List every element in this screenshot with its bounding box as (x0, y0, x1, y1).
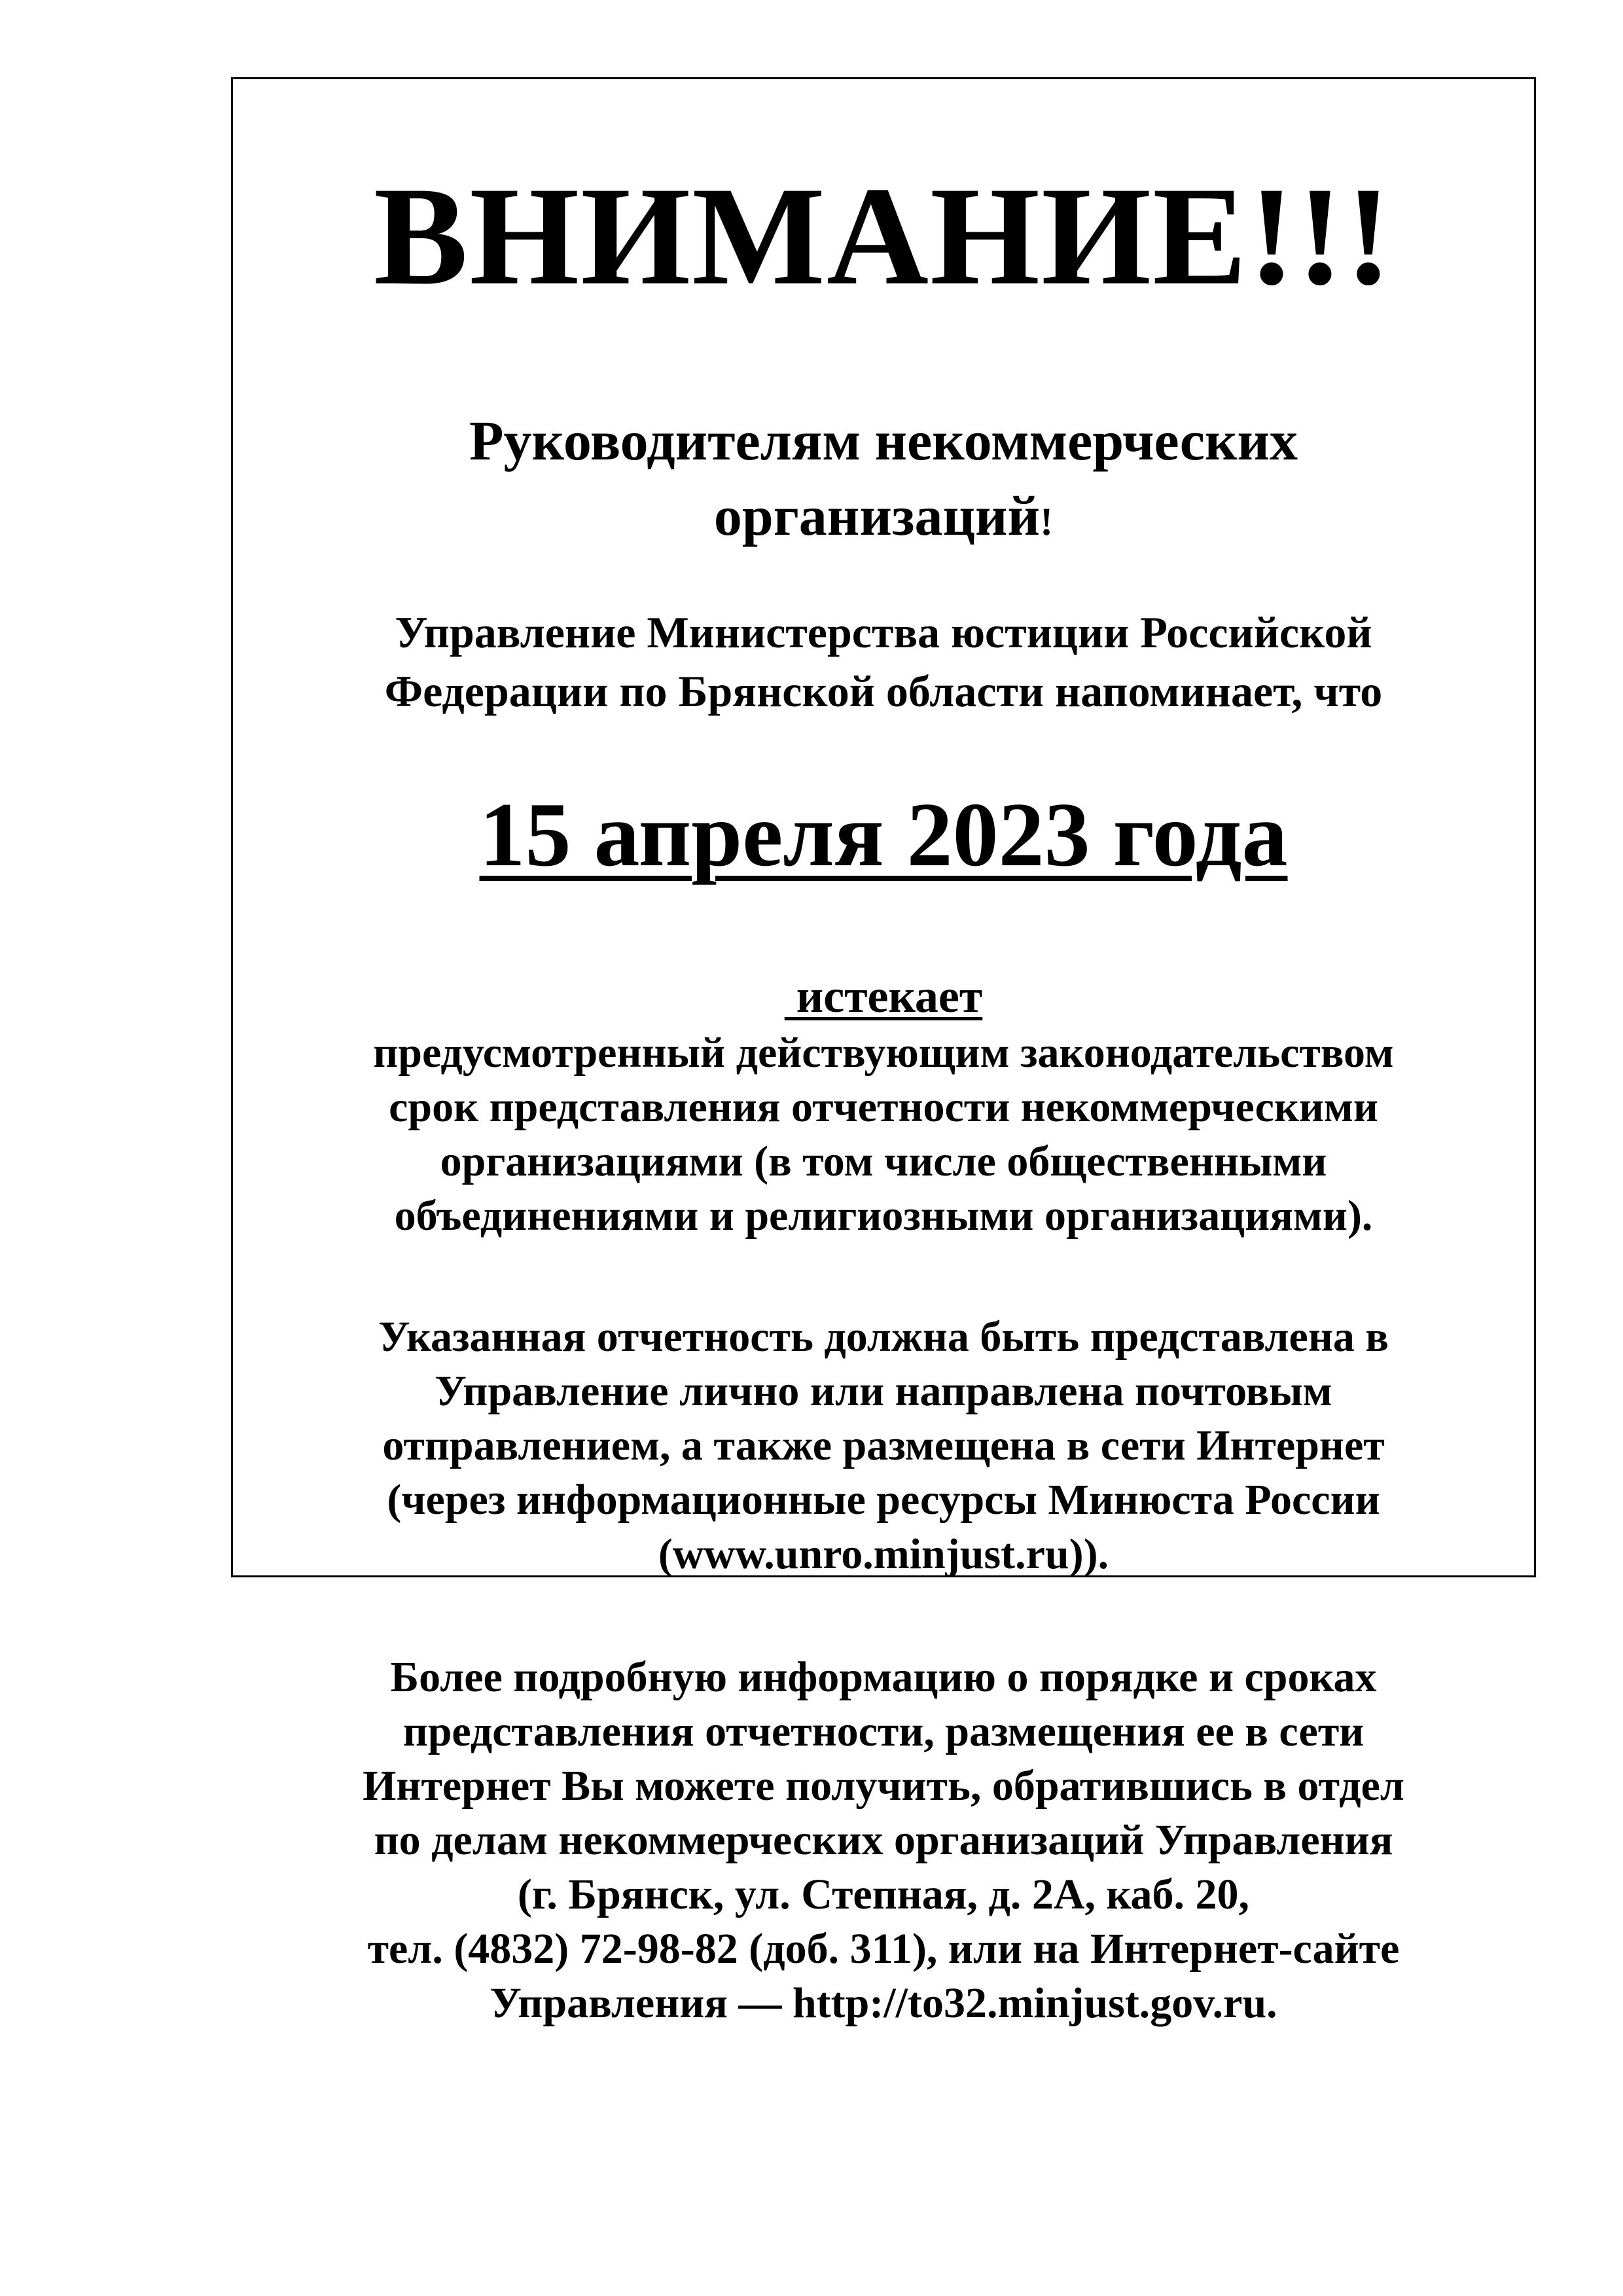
deadline-date: 15 апреля 2023 года (479, 784, 1288, 886)
phone-line: тел. (4832) 72-98-82 (доб. 311), или на Интернет-сайте (367, 1925, 1400, 1973)
notice-headline: ВНИМАНИЕ!!! (374, 158, 1393, 314)
paragraph-line: Указанная отчетность должна быть представлена в (378, 1313, 1389, 1361)
paragraph-line: по делам некоммерческих организаций Управления (374, 1816, 1393, 1864)
address-line: (г. Брянск, ул. Степная, д. 2А, каб. 20, (517, 1871, 1250, 1918)
website-line: Управления — http://to32.minjust.gov.ru. (490, 1979, 1277, 2027)
paragraph-line: объединениями и религиозными организациями). (394, 1192, 1373, 1240)
paragraph-line-url: (www.unro.minjust.ru)). (658, 1530, 1109, 1578)
intro-line-1: Управление Министерства юстиции Российской (395, 607, 1372, 657)
paragraph-line: отправлением, а также размещена в сети Интернет (382, 1422, 1385, 1469)
paragraph-reporting-deadline (233, 1026, 1534, 1243)
subtitle-line-2-text: организаций (713, 484, 1041, 547)
paragraph-line: Более подробную информацию о порядке и сроках (390, 1653, 1377, 1701)
paragraph-line: представления отчетности, размещения ее в сети (402, 1708, 1364, 1755)
paragraph-line: (через информационные ресурсы Минюста России (387, 1476, 1380, 1524)
paragraph-line: срок представления отчетности некоммерческими (389, 1083, 1378, 1131)
expires-word: истекает (784, 970, 983, 1022)
subtitle-line-2 (233, 478, 1534, 560)
paragraph-line: предусмотренный действующим законодательством (373, 1029, 1394, 1077)
notice-subtitle (233, 403, 1534, 560)
subtitle-exclamation: ! (1040, 500, 1054, 543)
paragraph-contacts (233, 1650, 1534, 2030)
paragraph-line: Интернет Вы можете получить, обратившись в отдел (363, 1762, 1404, 1810)
notice-frame (231, 77, 1536, 2027)
paragraph-line: Управление лично или направлена почтовым (435, 1367, 1332, 1415)
subtitle-line-1: Руководителям некоммерческих (469, 409, 1298, 472)
intro-line-2: Федерации по Брянской области напоминает, что (384, 666, 1383, 716)
notice-intro (233, 603, 1534, 721)
paragraph-submission (233, 1310, 1534, 1581)
paragraph-line: организациями (в том числе общественными (440, 1138, 1327, 1185)
